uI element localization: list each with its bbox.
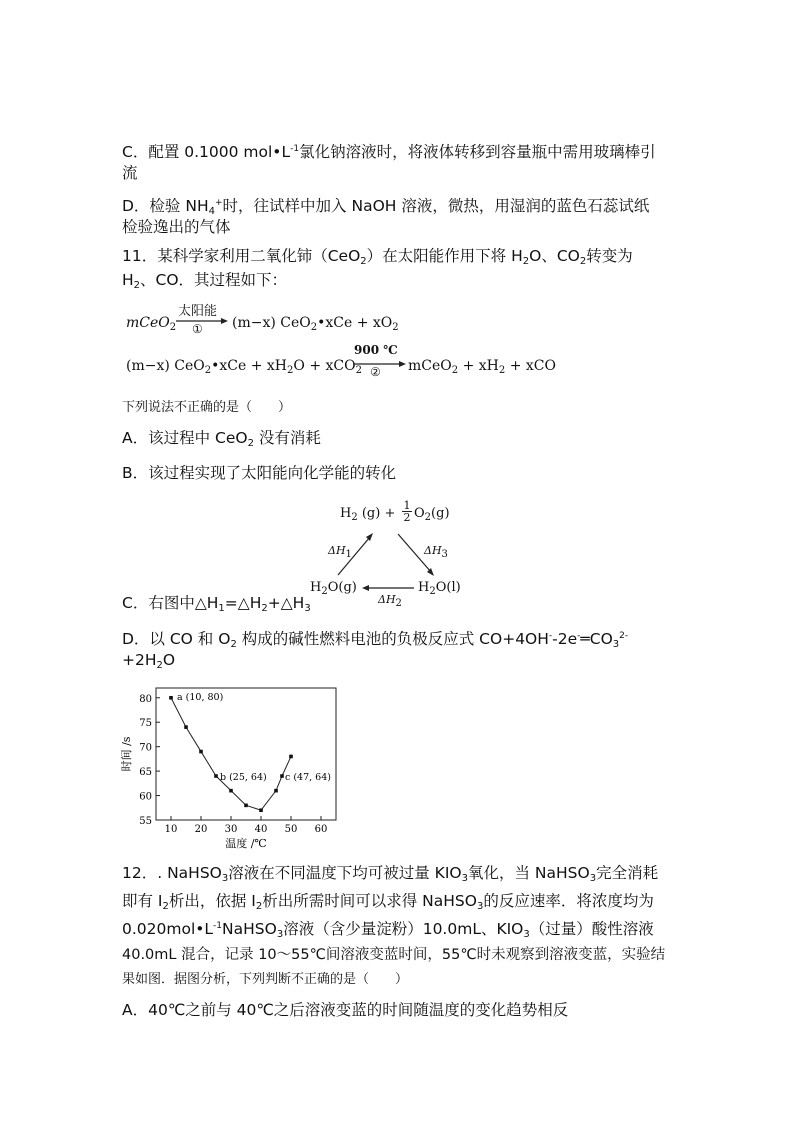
diagram-right-label bbox=[418, 580, 461, 595]
subscript: 2 bbox=[321, 586, 328, 597]
subscript: 3 bbox=[304, 603, 311, 614]
data-point bbox=[259, 808, 263, 812]
equation-1-right bbox=[232, 315, 399, 331]
condition-bottom: ② bbox=[370, 365, 381, 379]
text: O bbox=[162, 651, 176, 669]
equation-2-right bbox=[408, 358, 556, 374]
subscript: 2 bbox=[392, 322, 399, 333]
option-c bbox=[122, 142, 656, 162]
text: 转变为 bbox=[586, 247, 633, 265]
plot-frame bbox=[156, 688, 336, 820]
q11-option-d bbox=[122, 629, 628, 649]
denominator: 2 bbox=[403, 511, 411, 524]
option-d-wrap bbox=[122, 217, 231, 237]
text: O + xCO bbox=[293, 358, 356, 374]
subscript: 2 bbox=[261, 603, 268, 614]
subscript: 2 bbox=[247, 438, 254, 449]
option-d bbox=[122, 196, 649, 216]
data-point bbox=[280, 774, 284, 778]
text: C．右图中△H bbox=[122, 594, 219, 612]
superscript: -1 bbox=[290, 144, 300, 154]
text: + xH bbox=[458, 358, 499, 374]
condition-top: 900 ℃ bbox=[354, 343, 398, 357]
subscript: 2 bbox=[429, 586, 436, 597]
text: NaHSO bbox=[222, 920, 277, 938]
hess-cycle-diagram bbox=[310, 500, 480, 610]
text: O bbox=[414, 506, 425, 521]
option-d-text: D．检验 NH bbox=[122, 197, 209, 215]
subscript: 2 bbox=[579, 256, 587, 267]
subscript: 2 bbox=[169, 322, 177, 333]
text: 的反应速率．将浓度均为 bbox=[483, 892, 654, 910]
y-tick-label: 55 bbox=[139, 816, 152, 827]
data-point bbox=[229, 789, 233, 793]
data-point bbox=[289, 755, 293, 759]
option-c-wrap bbox=[122, 163, 138, 183]
text: ═CO bbox=[580, 630, 613, 648]
x-tick-label: 40 bbox=[254, 824, 268, 835]
subscript: 2 bbox=[498, 365, 506, 376]
delta-h3-label bbox=[424, 544, 448, 560]
superscript: - bbox=[548, 631, 553, 641]
text: 下列说法不正确的是（ ） bbox=[122, 400, 292, 415]
superscript: 2- bbox=[619, 631, 629, 641]
q11-option-b bbox=[122, 463, 396, 483]
q12-stem-line3 bbox=[122, 919, 654, 939]
point-annotation: c (47, 64) bbox=[285, 772, 331, 783]
text: 氧化，当 NaHSO bbox=[468, 864, 590, 882]
data-point bbox=[169, 696, 173, 700]
text: H bbox=[122, 271, 134, 289]
text: A．40℃之前与 40℃之后溶液变蓝的时间随温度的变化趋势相反 bbox=[122, 1001, 569, 1019]
condition-top: 太阳能 bbox=[178, 304, 218, 319]
subscript: 2 bbox=[451, 365, 459, 376]
text: 即有 I bbox=[122, 892, 163, 910]
text: 、CO．其过程如下： bbox=[140, 271, 288, 289]
subscript: 3 bbox=[221, 873, 229, 884]
text: H bbox=[340, 506, 352, 521]
text: ΔH bbox=[378, 593, 396, 606]
text: +△H bbox=[267, 594, 305, 612]
subscript: 2 bbox=[310, 322, 318, 333]
text: 完全消耗 bbox=[596, 864, 659, 882]
q11-stem-line2 bbox=[122, 270, 287, 290]
text: 溶液在不同温度下均可被过量 KIO bbox=[228, 864, 462, 882]
data-point bbox=[214, 774, 218, 778]
subscript: 2 bbox=[133, 280, 141, 291]
temperature-time-chart bbox=[116, 680, 356, 860]
text: （过量）酸性溶液 bbox=[529, 920, 654, 938]
text: 12．. NaHSO bbox=[122, 864, 222, 882]
superscript: -1 bbox=[213, 921, 223, 931]
subscript: 1 bbox=[345, 549, 352, 560]
text: 果如图．据图分析，下列判断不正确的是（ ） bbox=[122, 972, 409, 987]
text: •xCe + xO bbox=[317, 315, 393, 331]
text: -2e bbox=[552, 630, 578, 648]
y-tick-label: 75 bbox=[139, 718, 152, 730]
x-axis-label: 温度 /℃ bbox=[225, 837, 267, 850]
q12-stem-line4 bbox=[122, 945, 665, 965]
text: mCeO bbox=[126, 315, 170, 331]
equation-2-left bbox=[126, 358, 362, 374]
q11-stem-line1 bbox=[122, 246, 633, 266]
x-tick-label: 50 bbox=[284, 824, 298, 835]
text: •xCe + xH bbox=[211, 358, 288, 374]
q12-option-a bbox=[122, 1000, 568, 1020]
text: (g) + bbox=[357, 506, 396, 521]
q12-stem-line1 bbox=[122, 863, 658, 883]
text: O(g) bbox=[327, 580, 357, 595]
subscript: 2 bbox=[204, 365, 212, 376]
subscript: 2 bbox=[287, 365, 294, 376]
text: 析出，依据 I bbox=[168, 892, 256, 910]
subscript: 3 bbox=[476, 901, 484, 912]
q11-option-c bbox=[122, 593, 311, 613]
text: mCeO bbox=[408, 358, 452, 374]
y-axis-label: 时间 /s bbox=[120, 736, 133, 772]
option-c-text-tail: 氯化钠溶液时，将液体转移到容量瓶中需用玻璃棒引 bbox=[299, 143, 656, 161]
series-line bbox=[171, 698, 291, 810]
condition-bottom: ① bbox=[192, 322, 203, 336]
q11-option-d-wrap bbox=[122, 650, 175, 670]
subscript: 2 bbox=[360, 256, 367, 267]
superscript: - bbox=[577, 631, 581, 641]
subscript: 3 bbox=[441, 549, 448, 560]
text: H bbox=[310, 580, 322, 595]
text: ΔH bbox=[328, 544, 346, 557]
subscript: 2 bbox=[522, 256, 530, 267]
x-tick-label: 30 bbox=[224, 824, 238, 835]
text: 构成的碱性燃料电池的负极反应式 CO+4OH bbox=[236, 630, 549, 648]
option-d-wrap-text: 检验逸出的气体 bbox=[122, 218, 231, 236]
text: A．该过程中 CeO bbox=[122, 429, 248, 447]
x-tick-label: 10 bbox=[164, 824, 178, 835]
text: B．该过程实现了太阳能向化学能的转化 bbox=[122, 464, 397, 482]
subscript: 3 bbox=[612, 639, 620, 650]
option-c-wrap-text: 流 bbox=[122, 164, 138, 182]
subscript: 4 bbox=[208, 206, 215, 217]
text: ΔH bbox=[424, 544, 442, 557]
text: 溶液（含少量淀粉）10.0mL、KIO bbox=[283, 920, 524, 938]
subscript: 3 bbox=[461, 873, 468, 884]
option-d-text-tail: 时，往试样中加入 NaOH 溶液，微热，用湿润的蓝色石蕊试纸 bbox=[222, 197, 650, 215]
data-point bbox=[274, 789, 278, 793]
numerator: 1 bbox=[403, 499, 411, 512]
text: 11．某科学家利用二氧化铈（CeO bbox=[122, 247, 361, 265]
q12-stem-line2 bbox=[122, 891, 654, 911]
text: (g) bbox=[431, 506, 450, 521]
text: 没有消耗 bbox=[253, 429, 321, 447]
x-tick-label: 60 bbox=[314, 824, 328, 835]
text: 0.020mol•L bbox=[122, 920, 214, 938]
data-point bbox=[199, 750, 203, 754]
text: 析出所需时间可以求得 NaHSO bbox=[262, 892, 477, 910]
text: O、CO bbox=[529, 247, 580, 265]
subscript: 3 bbox=[523, 929, 530, 940]
x-tick-label: 20 bbox=[194, 824, 208, 835]
option-c-text: C．配置 0.1000 mol•L bbox=[122, 143, 291, 161]
subscript: 2 bbox=[395, 598, 402, 609]
data-point bbox=[244, 804, 248, 808]
text: =△H bbox=[224, 594, 262, 612]
subscript: 2 bbox=[351, 512, 358, 523]
y-tick-label: 60 bbox=[139, 791, 152, 803]
text: 40.0mL 混合，记录 10～55℃间溶液变蓝时间，55℃时未观察到溶液变蓝，实验结 bbox=[122, 947, 666, 963]
text: ）在太阳能作用下将 H bbox=[366, 247, 523, 265]
y-tick-label: 80 bbox=[139, 693, 152, 705]
subscript: 1 bbox=[218, 603, 225, 614]
subscript: 2 bbox=[156, 660, 163, 671]
subscript: 3 bbox=[589, 873, 597, 884]
q12-stem-line5 bbox=[122, 970, 408, 990]
text: (m−x) CeO bbox=[126, 358, 205, 374]
y-tick-label: 70 bbox=[139, 742, 152, 754]
text: O(l) bbox=[435, 580, 461, 595]
data-point bbox=[184, 725, 188, 729]
subscript: 2 bbox=[162, 901, 169, 912]
point-annotation: a (10, 80) bbox=[177, 691, 224, 703]
delta-h1-label bbox=[328, 544, 352, 560]
q11-option-a bbox=[122, 428, 321, 448]
text: H bbox=[418, 580, 430, 595]
subscript: 2 bbox=[355, 365, 362, 376]
subscript: 2 bbox=[424, 512, 432, 523]
diagram-left-label bbox=[310, 580, 357, 595]
text: +2H bbox=[122, 651, 157, 669]
point-annotation: b (25, 64) bbox=[220, 772, 267, 783]
delta-h2-label bbox=[378, 593, 402, 609]
subscript: 2 bbox=[255, 901, 263, 912]
subscript: 2 bbox=[230, 639, 237, 650]
text: D．以 CO 和 O bbox=[122, 630, 231, 648]
text: (m−x) CeO bbox=[232, 315, 311, 331]
text: + xCO bbox=[505, 358, 556, 374]
subscript: 3 bbox=[276, 929, 284, 940]
y-tick-label: 65 bbox=[139, 767, 152, 779]
equation-2-arrow bbox=[354, 343, 406, 383]
q11-prompt bbox=[122, 398, 291, 418]
equation-1-arrow bbox=[176, 300, 228, 340]
superscript: + bbox=[215, 198, 223, 208]
equation-1-left bbox=[126, 315, 176, 331]
